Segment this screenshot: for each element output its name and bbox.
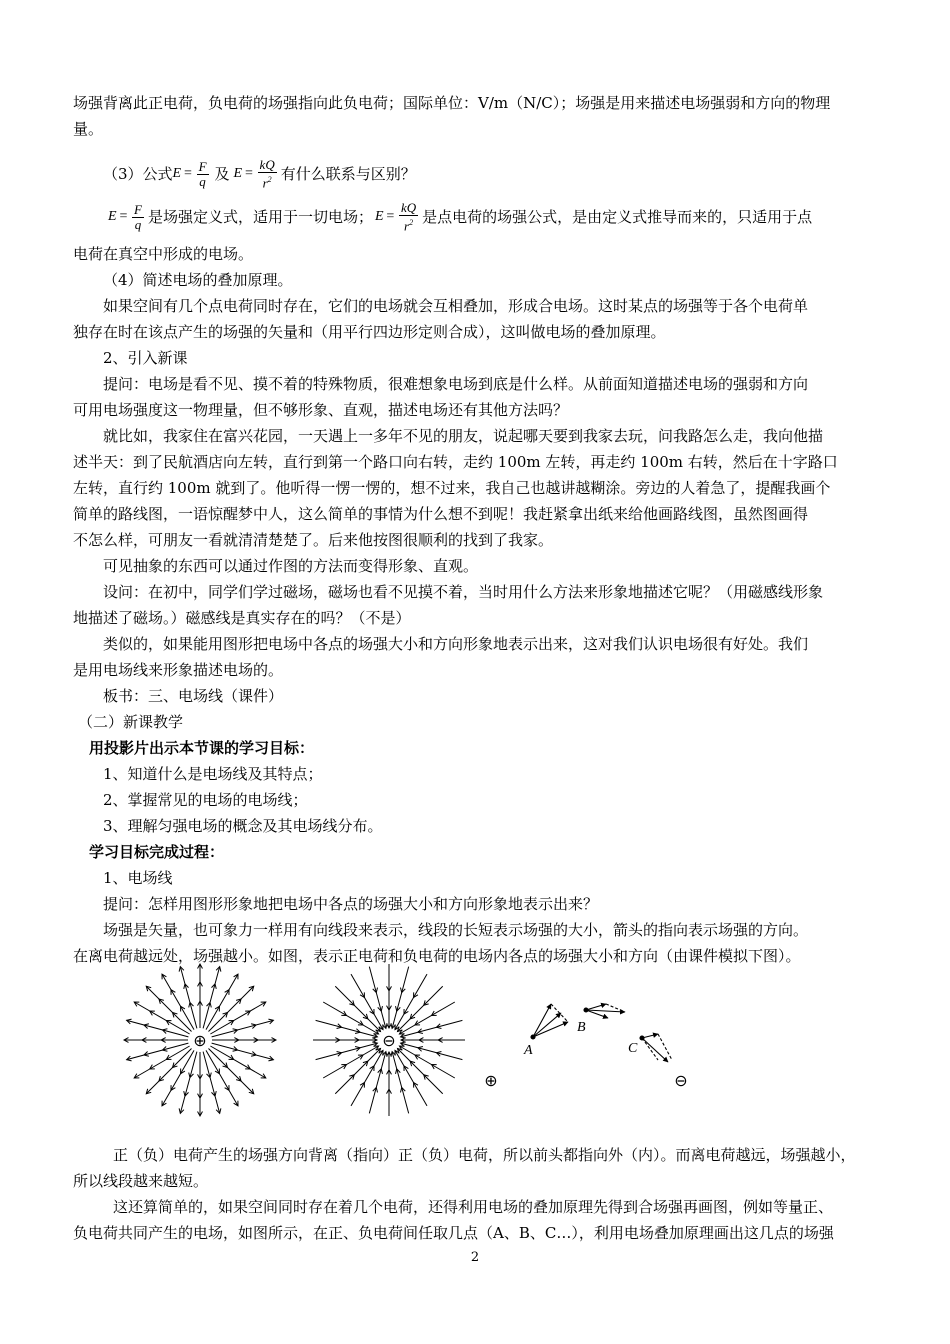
section-heading: 学习目标完成过程： xyxy=(89,843,225,861)
text-line: 可见抽象的东西可以通过作图的方法而变得形象、直观。 xyxy=(103,557,479,575)
text-line: 可用电场强度这一物理量，但不够形象、直观，描述电场还有其他方法吗？ xyxy=(73,401,569,419)
list-item: 3、理解匀强电场的概念及其电场线分布。 xyxy=(103,817,383,835)
text-line: 场强背离此正电荷，负电荷的场强指向此负电荷；国际单位：V/m（N/C）；场强是用来描述电场强弱和方向的物理 xyxy=(73,94,831,112)
field-line xyxy=(316,1020,378,1037)
field-line xyxy=(335,986,380,1031)
text-line: 板书：三、电场线（课件） xyxy=(103,687,284,705)
negative-charge-icon: ⊖ xyxy=(674,1073,688,1090)
text-line: 负电荷共同产生的电场，如图所示，在正、负电荷间任取几点（A、B、C…），利用电场叠加原理画出这几点的场强 xyxy=(73,1224,834,1242)
field-line xyxy=(127,1020,189,1037)
text-line: 电荷在真空中形成的电场。 xyxy=(73,245,254,263)
point-a-label: A xyxy=(524,1043,533,1058)
text-line: 地描述了磁场。）磁感线是真实存在的吗？（不是） xyxy=(73,609,411,627)
field-line xyxy=(212,1020,274,1037)
positive-charge-icon: ⊕ xyxy=(484,1073,498,1090)
text-line: 独存在时在该点产生的场强的矢量和（用平行四边形定则合成），这叫做电场的叠加原理。 xyxy=(73,323,666,341)
field-line xyxy=(203,967,220,1029)
page-number: 2 xyxy=(470,1250,480,1265)
text-line: 如果空间有几个点电荷同时存在，它们的电场就会互相叠加，形成合电场。这时某点的场强等于各个电荷单 xyxy=(103,297,809,315)
text-line: 1、电场线 xyxy=(103,869,173,887)
field-line xyxy=(369,1052,386,1114)
field-line xyxy=(392,967,409,1029)
list-item: 1、知道什么是电场线及其特点； xyxy=(103,765,323,783)
formula-question: （3）公式 E = $\frac{F}{q}$ 及 E = $\frac{kQ}{r^2}$ 有什么联系与区别？ xyxy=(103,156,416,191)
field-line xyxy=(335,1048,380,1093)
field-line xyxy=(397,1048,442,1093)
text-line: 量。 xyxy=(73,120,104,138)
text-line: 场强是矢量，也可象力一样用有向线段来表示，线段的长短表示场强的大小，箭头的指向表示场强的方向。 xyxy=(103,921,809,939)
text-line: 在离电荷越远处，场强越小。如图，表示正电荷和负电荷的电场内各点的场强大小和方向（由课件模拟下图）。 xyxy=(73,947,801,965)
text-line: 提问：电场是看不见、摸不着的特殊物质，很难想象电场到底是什么样。从前面知道描述电场的强弱和方向 xyxy=(103,375,809,393)
text-line: 类似的，如果能用图形把电场中各点的场强大小和方向形象地表示出来，这对我们认识电场很有好处。我们 xyxy=(103,635,809,653)
field-line xyxy=(180,1052,197,1114)
text-line: （二）新课教学 xyxy=(78,713,184,731)
text-line: 左转，直行约 100m 就到了。他听得一愣一愣的，想不过来，我自己也越讲越糊涂。旁边的人着急了，提醒我画个 xyxy=(73,479,831,497)
field-line xyxy=(397,986,442,1031)
text-line: 设问：在初中，同学们学过磁场，磁场也看不见摸不着，当时用什么方法来形象地描述它呢？（用磁感线形象 xyxy=(103,583,824,601)
text-line: 所以线段越来越短。 xyxy=(73,1172,209,1190)
text-line: 2、引入新课 xyxy=(103,349,188,367)
text-line: 不怎么样，可朋友一看就清清楚楚了。后来他按图很顺利的找到了我家。 xyxy=(73,531,554,549)
section-heading: 用投影片出示本节课的学习目标： xyxy=(89,739,315,757)
formula-answer: E = $\frac{F}{q}$ 是场强定义式，适用于一切电场； E = $\frac{kQ}{r^2}$ 是点电荷的场强公式，是由定义式推导而来的，只适用于点 xyxy=(108,199,813,234)
text-line: 这还算简单的，如果空间同时存在着几个电荷，还得利用电场的叠加原理先得到合场强再画图，例如等量正、 xyxy=(113,1198,834,1216)
field-line xyxy=(316,1043,378,1060)
field-line xyxy=(401,1043,463,1060)
field-line xyxy=(401,1020,463,1037)
superposition-diagram xyxy=(531,1004,672,1062)
text-line: 述半天：到了民航酒店向左转，直行到第一个路口向右转，走约 100m 左转，再走约 100m 右转，然后在十字路口 xyxy=(73,453,838,471)
field-line xyxy=(127,1043,189,1060)
point-b-label: B xyxy=(577,1020,586,1035)
list-item: 2、掌握常见的电场的电场线； xyxy=(103,791,308,809)
text-line: 简单的路线图，一语惊醒梦中人，这么简单的事情为什么想不到呢！我赶紧拿出纸来给他画路线图，虽然图画得 xyxy=(73,505,809,523)
negative-charge-icon: ⊖ xyxy=(382,1033,396,1050)
positive-charge-icon: ⊕ xyxy=(193,1033,207,1050)
field-line xyxy=(212,1043,274,1060)
field-line xyxy=(203,1052,220,1114)
text-line: 是用电场线来形象描述电场的。 xyxy=(73,661,284,679)
text-line: （4）简述电场的叠加原理。 xyxy=(103,271,293,289)
field-line xyxy=(392,1052,409,1114)
point-c-label: C xyxy=(628,1041,638,1056)
electric-field-figure xyxy=(120,960,720,1120)
text-line: 就比如，我家住在富兴花园，一天遇上一多年不见的朋友，说起哪天要到我家去玩，问我路怎么走，我向他描 xyxy=(103,427,824,445)
text-line: 正（负）电荷产生的场强方向背离（指向）正（负）电荷，所以前头都指向外（内）。而离电荷越远，场强越小， xyxy=(113,1146,856,1164)
field-line xyxy=(369,967,386,1029)
text-line: 提问：怎样用图形形象地把电场中各点的场强大小和方向形象地表示出来？ xyxy=(103,895,599,913)
field-line xyxy=(180,967,197,1029)
